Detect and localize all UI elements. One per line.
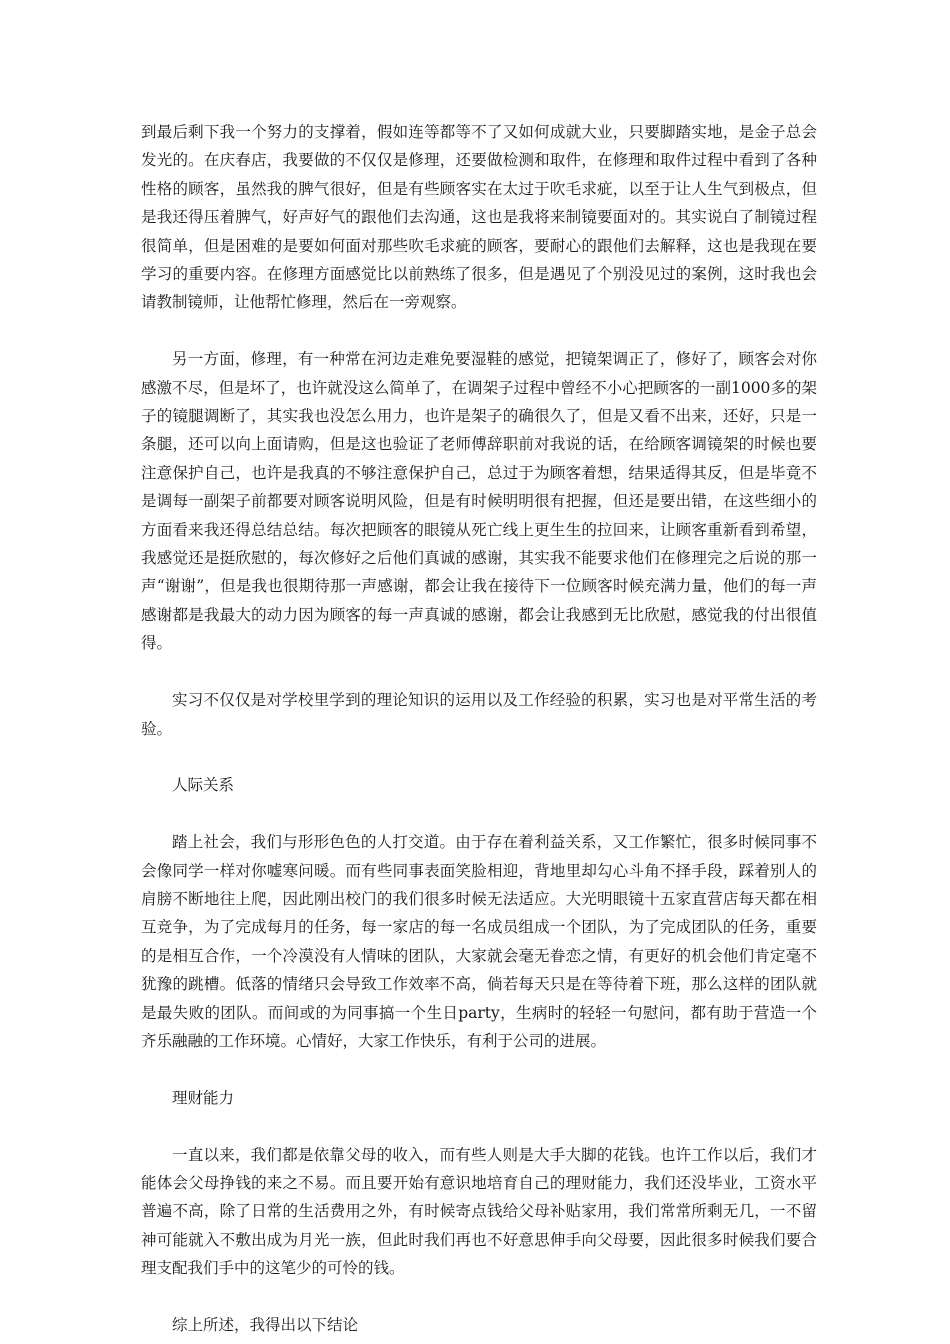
document-page (141, 118, 817, 1339)
paragraph-gap (141, 800, 817, 828)
paragraph-continued: 到最后剩下我一个努力的支撑着，假如连等都等不了又如何成就大业，只要脚踏实地，是金子总会发光的。在庆春店，我要做的不仅仅是修理，还要做检测和取件，在修理和取件过程中看到了各种性格的顾客，虽然我的脾气很好，但是有些顾客实在太过于吹毛求疵，以至于让人生气到极点，但是我还得压着脾气，好声好气的跟他们去沟通，这也是我将来制镜要面对的。其实说白了制镜过程很简单，但是困难的是要如何面对那些吹毛求疵的顾客，要耐心的跟他们去解释，这也是我现在要学习的重要内容。在修理方面感觉比以前熟练了很多，但是遇见了个别没见过的案例，这时我也会请教制镜师，让他帮忙修理，然后在一旁观察。 (141, 123, 817, 312)
paragraph-gap (141, 1055, 817, 1083)
paragraph-gap (141, 743, 817, 771)
section-heading-finance: 理财能力 (172, 1088, 235, 1107)
paragraph-relationships: 踏上社会，我们与形形色色的人打交道。由于存在着利益关系，又工作繁忙，很多时候同事不会像同学一样对你嘘寒问暖。而有些同事表面笑脸相迎，背地里却勾心斗角不择手段，踩着别人的肩膀不断地往上爬，因此刚出校门的我们很多时候无法适应。大光明眼镜十五家直营店每天都在相互竞争，为了完成每月的任务，每一家店的每一名成员组成一个团队，为了完成团队的任务，重要的是相互合作，一个冷漠没有人情味的团队，大家就会毫无眷恋之情，有更好的机会他们肯定毫不犹豫的跳槽。低落的情绪只会导致工作效率不高，倘若每天只是在等待着下班，那么这样的团队就是最失败的团队。而间或的为同事搞一个生日party，生病时的轻轻一句慰问，都有助于营造一个齐乐融融的工作环境。心情好，大家工作快乐，有利于公司的进展。 (141, 833, 817, 1050)
section-heading-conclusion: 综上所述，我得出以下结论 (172, 1315, 359, 1334)
paragraph-internship-test: 实习不仅仅是对学校里学到的理论知识的运用以及工作经验的积累，实习也是对平常生活的考验。 (141, 691, 817, 738)
paragraph-gap (141, 1112, 817, 1140)
section-heading-relationships: 人际关系 (172, 776, 235, 795)
paragraph-gap (141, 317, 817, 345)
paragraph-repair-risk: 另一方面，修理，有一种常在河边走难免要湿鞋的感觉，把镜架调正了，修好了，顾客会对你感激不尽，但是坏了，也许就没这么简单了，在调架子过程中曾经不小心把顾客的一副1000多的架子的镜腿调断了，其实我也没怎么用力，也许是架子的确很久了，但是又看不出来，还好，只是一条腿，还可以向上面请购，但是这也验证了老师傅辞职前对我说的话，在给顾客调镜架的时候也要注意保护自己，也许是我真的不够注意保护自己，总过于为顾客着想，结果适得其反，但是毕竟不是调每一副架子前都要对顾客说明风险，但是有时候明明很有把握，但还是要出错，在这些细小的方面看来我还得总结总结。每次把顾客的眼镜从死亡线上更生生的拉回来，让顾客重新看到希望，我感觉还是挺欣慰的，每次修好之后他们真诚的感谢，其实我不能要求他们在修理完之后说的那一声“谢谢”，但是我也很期待那一声感谢，都会让我在接待下一位顾客时候充满力量，他们的每一声感谢都是我最大的动力因为顾客的每一声真诚的感谢，都会让我感到无比欣慰，感觉我的付出很值得。 (141, 350, 817, 653)
paragraph-gap (141, 658, 817, 686)
paragraph-gap (141, 1283, 817, 1311)
paragraph-finance: 一直以来，我们都是依靠父母的收入，而有些人则是大手大脚的花钱。也许工作以后，我们才能体会父母挣钱的来之不易。而且要开始有意识地培育自己的理财能力，我们还没毕业，工资水平普遍不高，除了日常的生活费用之外，有时候寄点钱给父母补贴家用，我们常常所剩无几，一不留神可能就入不敷出成为月光一族，但此时我们再也不好意思伸手向父母要，因此很多时候我们要合理支配我们手中的这笔少的可怜的钱。 (141, 1145, 817, 1278)
